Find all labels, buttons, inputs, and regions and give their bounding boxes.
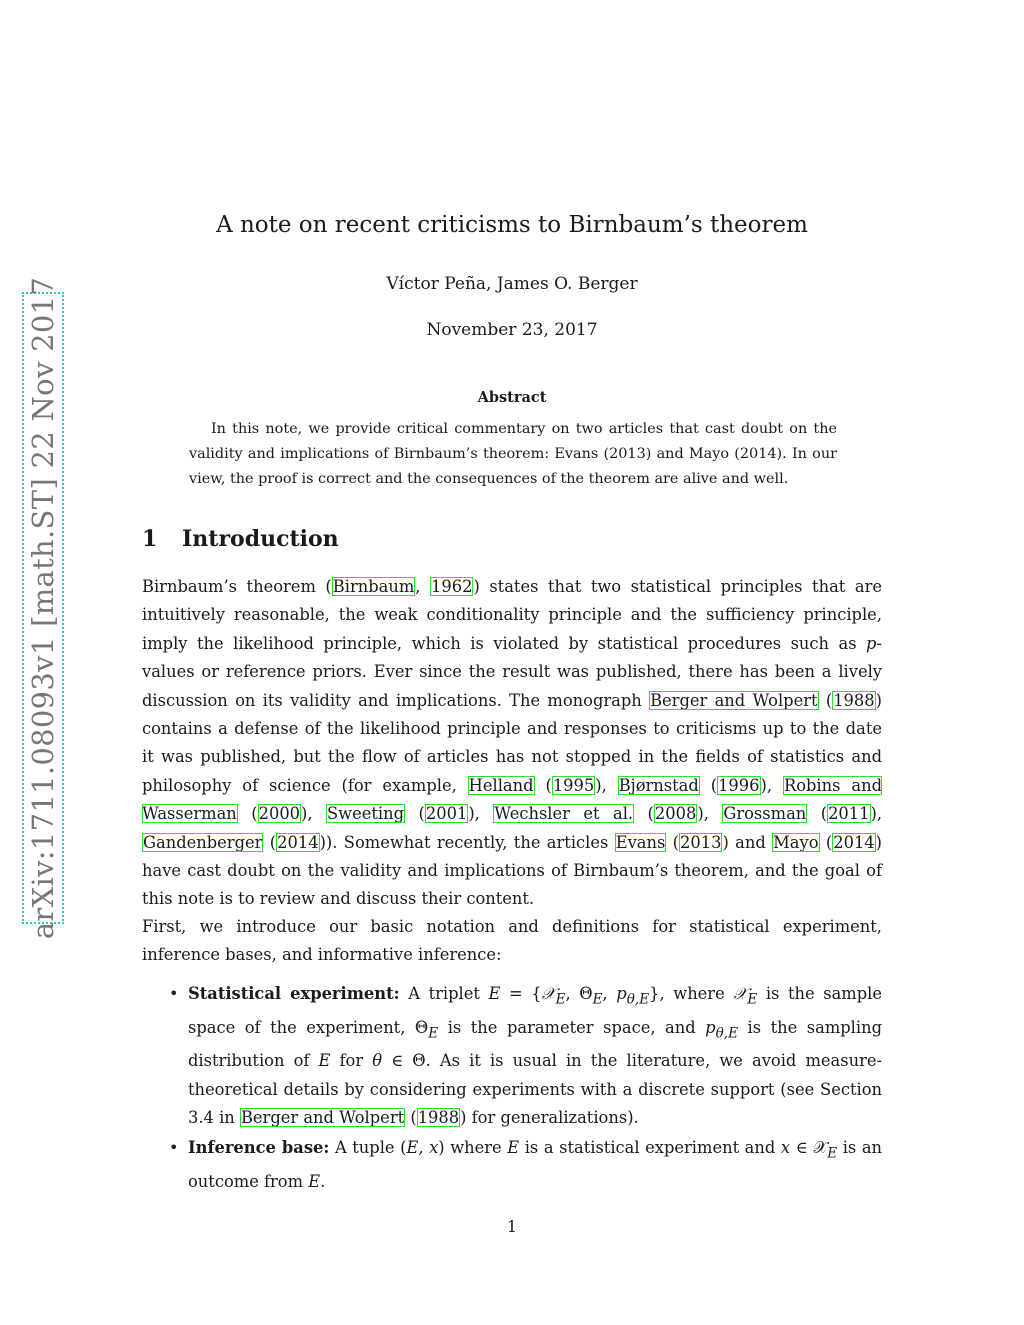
citation-link[interactable]: Grossman <box>723 804 807 824</box>
citation-year-link[interactable]: 1962 <box>431 577 473 596</box>
citation-year-link[interactable]: 2001 <box>425 804 468 824</box>
citation-link[interactable]: Helland <box>468 775 534 795</box>
notation-paragraph: First, we introduce our basic notation and definitions for statistical experiment, inference bases, and informative inference: <box>142 917 882 965</box>
abstract-heading: Abstract <box>477 389 547 406</box>
definition-statistical-experiment: Statistical experiment: A triplet E = {𝒳$_E$, $\Theta_E$, $p_{\theta,E}$}, where 𝒳$_E$ is the sample space of the experiment, $\Theta_E$ is the parameter space, and $p_{\theta,E}$ is the sampling distribution of E for θ ∈ Θ. As it is usual in the literature, we avoid measure-theoretical details by considering experiments with a discrete support (see Section 3.4 in Berger and Wolpert (1988) for generalizations). <box>188 984 882 1128</box>
citation-year-link[interactable]: 2000 <box>258 804 301 824</box>
citation-year-link[interactable]: 2008 <box>654 804 697 824</box>
citation-link[interactable]: Birnbaum <box>332 577 415 596</box>
abstract-text: In this note, we provide critical commentary on two articles that cast doubt on the validity and implications of Birnbaum’s theorem: Evans (2013) and Mayo (2014). In our view, the proof is correct and the consequences of the theorem are alive and well. <box>189 421 837 487</box>
intro-paragraph: Birnbaum’s theorem (Birnbaum, 1962) states that two statistical principles that are intuitively reasonable, the weak conditionality principle and the sufficiency principle, imply the likelihood principle, which is violated by statistical procedures such as p-values or reference priors. Ever since the result was published, there has been a lively discussion on its validity and implications. The monograph Berger and Wolpert (1988) contains a defense of the likelihood principle and responses to criticisms up to the date it was published, but the flow of articles has not stopped in the fields of statistics and philosophy of science (for example, Helland (1995), Bjørnstad (1996), Robins and Wasserman (2000), Sweeting (2001), Wechsler et al. (2008), Grossman (2011), Gandenberger (2014)). Somewhat recently, the articles Evans (2013) and Mayo (2014) have cast doubt on the validity and implications of Birnbaum’s theorem, and the goal of this note is to review and discuss their content. <box>142 577 883 909</box>
definition-inference-base: Inference base: A tuple (E, x) where E is a statistical experiment and x ∈ 𝒳$_E$ is an outcome from E. <box>188 1138 883 1191</box>
section-title: Introduction <box>182 526 339 552</box>
definition-label: Inference base: <box>188 1138 330 1157</box>
citation-link[interactable]: Robins and Wasserman <box>142 775 883 824</box>
arxiv-identifier: arXiv:1711.08093v1 [math.ST] 22 Nov 2017 <box>26 276 60 940</box>
citation-year-link[interactable]: 2013 <box>680 832 722 852</box>
citation-year-link[interactable]: 2014 <box>277 832 319 852</box>
arxiv-stamp[interactable] <box>22 276 64 940</box>
section-heading <box>142 526 339 552</box>
citation-link[interactable]: Berger and Wolpert <box>240 1108 405 1128</box>
citation-year-link[interactable]: 1996 <box>718 775 760 795</box>
citation-link[interactable]: Wechsler et al. <box>494 804 634 824</box>
paper-title: A note on recent criticisms to Birnbaum’s theorem <box>216 212 808 238</box>
citation-year-link[interactable]: 2011 <box>828 804 870 824</box>
authors: Víctor Peña, James O. Berger <box>386 274 638 294</box>
citation-year-link[interactable]: 1988 <box>417 1108 460 1128</box>
citation-year-link[interactable]: 2014 <box>833 832 875 852</box>
citation-link[interactable]: Sweeting <box>327 804 405 824</box>
date: November 23, 2017 <box>426 320 598 340</box>
citation-link[interactable]: Bjørnstad <box>618 775 699 795</box>
bullet-icon: • <box>169 1138 179 1157</box>
section-number: 1 <box>142 526 158 552</box>
citation-link[interactable]: Gandenberger <box>143 832 263 852</box>
citation-year-link[interactable]: 1995 <box>552 775 595 795</box>
citation-link[interactable]: Mayo <box>773 832 819 852</box>
definition-label: Statistical experiment: <box>188 984 400 1003</box>
bullet-icon: • <box>169 984 179 1003</box>
citation-link[interactable]: Evans <box>615 832 666 852</box>
citation-link[interactable]: Berger and Wolpert <box>650 690 818 710</box>
page-number: 1 <box>506 1217 518 1236</box>
citation-year-link[interactable]: 1988 <box>833 690 875 710</box>
